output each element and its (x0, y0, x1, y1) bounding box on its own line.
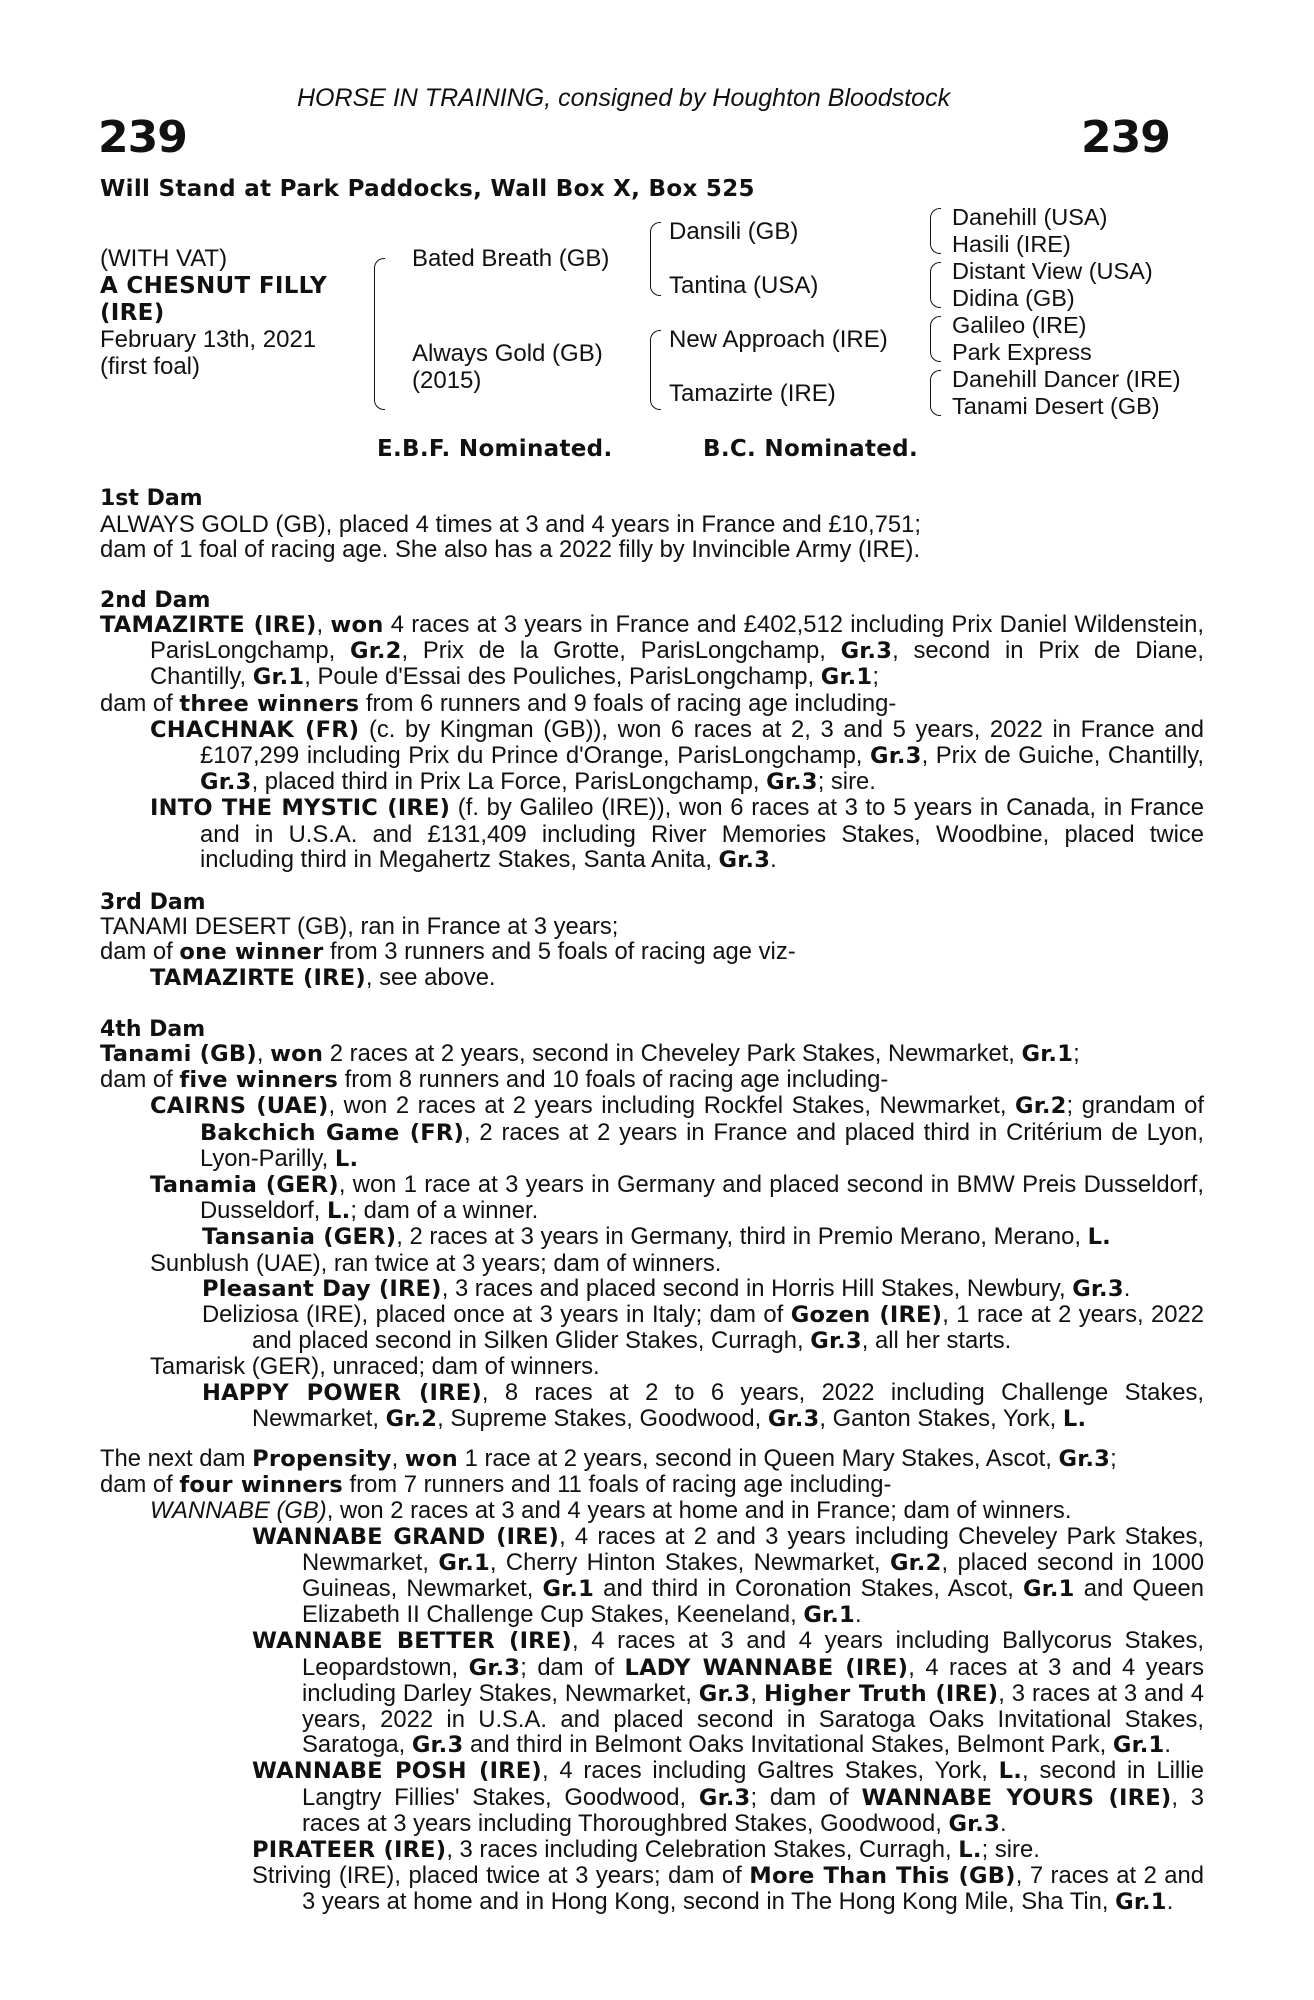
pedigree-brace-g4 (930, 370, 941, 416)
lot-number-right: 239 (1081, 112, 1170, 163)
pedigree-g2: Hasili (IRE) (952, 231, 1071, 257)
third-dam-heading: 3rd Dam (100, 890, 206, 915)
pedigree-brace-g1 (930, 208, 941, 254)
first-dam-text: ALWAYS GOLD (GB), placed 4 times at 3 and 4 years in France and £10,751; dam of 1 foal of racing age. She also has a 2022 filly by Invincible Army (IRE). (100, 511, 921, 564)
pedigree-brace-dam (650, 330, 661, 410)
fourth-dam-text: Tanami (GB), won 2 races at 2 years, second in Cheveley Park Stakes, Newmarket, Gr.1; dam of five winners from 8 runners and 10 foals of racing age including- CAIRNS (UAE), won 2 races at 2 years including Rockfel Stakes, Newmarket, Gr.2; grandam of Bakchich Game (FR), 2 races at 2 years in France and placed third in Critérium de Lyon, Lyon-Parilly, L. Tanamia (GER), won 1 race at 3 years in Germany and placed second in BMW Preis Dusseldorf, Dusseldorf, L.; dam of a winner. Tansania (GER), 2 races at 3 years in Germany, third in Premio Merano, Merano, L. Sunblush (UAE), ran twice at 3 years; dam of winners. Pleasant Day (IRE), 3 races and placed second in Horris Hill Stakes, Newbury, Gr.3. Deliziosa (IRE), placed once at 3 years in Italy; dam of Gozen (IRE), 1 race at 2 years, 2022 and placed second in Silken Glider Stakes, Curragh, Gr.3, all her starts. Tamarisk (GER), unraced; dam of winners. HAPPY POWER (IRE), 8 races at 2 to 6 years, 2022 including Challenge Stakes, Newmarket, Gr.2, Supreme Stakes, Goodwood, Gr.3, Ganton Stakes, York, L. (100, 1040, 1205, 1432)
ebf-nomination: E.B.F. Nominated. (377, 436, 613, 462)
catalogue-header: HORSE IN TRAINING, consigned by Houghton Bloodstock (297, 84, 951, 112)
pedigree-g7: Danehill Dancer (IRE) (952, 366, 1181, 392)
vat-note: (WITH VAT) (100, 245, 228, 272)
pedigree-brace-g3 (930, 316, 941, 362)
pedigree-sire-dam: Tantina (USA) (669, 272, 819, 299)
first-foal-note: (first foal) (100, 353, 201, 380)
next-dam-text: The next dam Propensity, won 1 race at 2 years, second in Queen Mary Stakes, Ascot, Gr.3; dam of four winners from 7 runners and 11 foals of racing age including- WANNABE (GB), won 2 races at 3 and 4 years at home and in France; dam of winners. WANNABE GRAND (IRE), 4 races at 2 and 3 years including Cheveley Park Stakes, Newmarket, Gr.1, Cherry Hinton Stakes, Newmarket, Gr.2, placed second in 1000 Guineas, Newmarket, Gr.1 and third in Coronation Stakes, Ascot, Gr.1 and Queen Elizabeth II Challenge Cup Stakes, Keeneland, Gr.1. WANNABE BETTER (IRE), 4 races at 3 and 4 years including Ballycorus Stakes, Leopardstown, Gr.3; dam of LADY WANNABE (IRE), 4 races at 3 and 4 years including Darley Stakes, Newmarket, Gr.3, Higher Truth (IRE), 3 races at 3 and 4 years, 2022 in U.S.A. and placed second in Saratoga Oaks Invitational Stakes, Saratoga, Gr.3 and third in Belmont Oaks Invitational Stakes, Belmont Park, Gr.1. WANNABE POSH (IRE), 4 races including Galtres Stakes, York, L., second in Lillie Langtry Fillies' Stakes, Goodwood, Gr.3; dam of WANNABE YOURS (IRE), 3 races at 3 years including Thoroughbred Stakes, Goodwood, Gr.3. PIRATEER (IRE), 3 races including Celebration Stakes, Curragh, L.; sire. Striving (IRE), placed twice at 3 years; dam of More Than This (GB), 7 races at 2 and 3 years at home and in Hong Kong, second in The Hong Kong Mile, Sha Tin, Gr.1. (100, 1445, 1204, 1916)
pedigree-g5: Galileo (IRE) (952, 312, 1087, 338)
lot-description: A CHESNUT FILLY (100, 273, 327, 299)
pedigree-dam: Always Gold (GB) (412, 340, 603, 367)
pedigree-dam-dam: Tamazirte (IRE) (669, 380, 836, 407)
foaling-date: February 13th, 2021 (100, 326, 317, 353)
pedigree-g3: Distant View (USA) (952, 258, 1153, 284)
pedigree-g6: Park Express (952, 339, 1092, 365)
pedigree-sire-sire: Dansili (GB) (669, 218, 799, 245)
second-dam-heading: 2nd Dam (100, 588, 211, 613)
pedigree-brace-sire (650, 222, 661, 296)
lot-number-left: 239 (98, 112, 187, 163)
progeny-into-the-mystic: INTO THE MYSTIC (IRE) (f. by Galileo (IRE)), won 6 races at 3 to 5 years in Canada, in France and in U.S.A. and £131,409 including River Memories Stakes, Woodbine, placed twice including third in Megahertz Stakes, Santa Anita, Gr.3. (150, 794, 1204, 873)
pedigree-g4: Didina (GB) (952, 285, 1075, 311)
fourth-dam-heading: 4th Dam (100, 1017, 206, 1042)
pedigree-dam-year: (2015) (412, 367, 482, 394)
bc-nomination: B.C. Nominated. (703, 436, 918, 462)
stand-location: Will Stand at Park Paddocks, Wall Box X, Box 525 (100, 176, 755, 202)
first-dam-heading: 1st Dam (100, 486, 203, 511)
pedigree-brace-g2 (930, 262, 941, 308)
pedigree-g1: Danehill (USA) (952, 204, 1108, 230)
pedigree-sire: Bated Breath (GB) (412, 245, 610, 272)
progeny-chachnak: CHACHNAK (FR) (c. by Kingman (GB)), won 6 races at 2, 3 and 5 years, 2022 in France and £107,299 including Prix du Prince d'Orange, ParisLongchamp, Gr.3, Prix de Guiche, Chantilly, Gr.3, placed third in Prix La Force, ParisLongchamp, Gr.3; sire. (150, 715, 1204, 796)
third-dam-text: TANAMI DESERT (GB), ran in France at 3 years; dam of one winner from 3 runners and 5 foals of racing age viz- TAMAZIRTE (IRE), see above. (100, 913, 796, 992)
pedigree-brace-main (374, 258, 385, 410)
pedigree-dam-sire: New Approach (IRE) (669, 326, 888, 353)
lot-description-country: (IRE) (100, 300, 165, 326)
second-dam-text: TAMAZIRTE (IRE), won 4 races at 3 years in France and £402,512 including Prix Daniel Wildenstein, ParisLongchamp, Gr.2, Prix de la Grotte, ParisLongchamp, Gr.3, second in Prix de Diane, Chantilly, Gr.1, Poule d'Essai des Pouliches, ParisLongchamp, Gr.1; dam of three winners from 6 runners and 9 foals of racing age including- CHACHNAK (FR) (c. by Kingman (GB)), won 6 races at 2, 3 and 5 years, 2022 in France and £107,299 including Prix du Prince d'Orange, ParisLongchamp, Gr.3, Prix de Guiche, Chantilly, Gr.3, placed third in Prix La Force, ParisLongchamp, Gr.3; sire. INTO THE MYSTIC (IRE) (f. by Galileo (IRE)), won 6 races at 3 to 5 years in Canada, in France and in U.S.A. and £131,409 including River Memories Stakes, Woodbine, placed twice including third in Megahertz Stakes, Santa Anita, Gr.3. (100, 611, 1205, 873)
pedigree-g8: Tanami Desert (GB) (952, 393, 1160, 419)
